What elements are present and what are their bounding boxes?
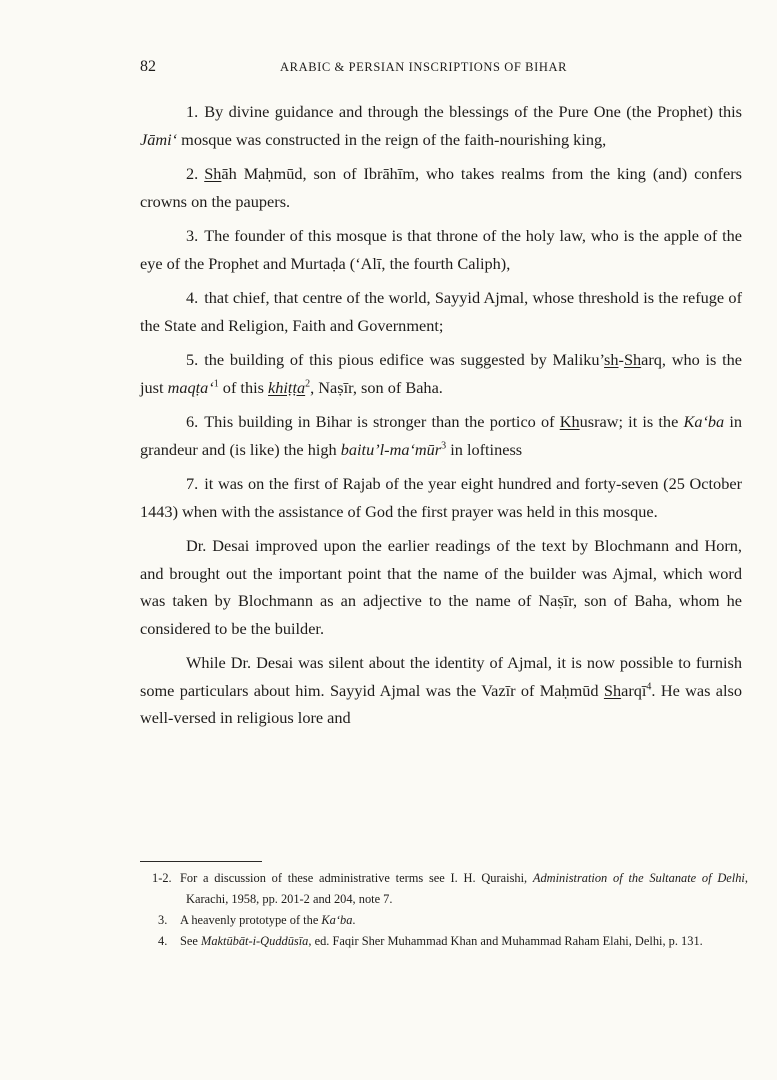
text-run: it was on the first of Rajab of the year eight hundred and forty-seven (25 October 1443) when with the assistance of God the first prayer was held in this mosque. bbox=[140, 474, 742, 521]
footnote-rule bbox=[140, 861, 262, 862]
text-run: , Naṣīr, son of Baha. bbox=[310, 377, 443, 397]
italic-term: Administration of the Sultanate of Delhi bbox=[532, 871, 745, 885]
footnote bbox=[140, 931, 748, 952]
footnote-number: 3. bbox=[158, 913, 168, 927]
text-run: the building of this pious edifice was suggested by Maliku’ bbox=[204, 350, 605, 369]
verse-number: 6. bbox=[186, 412, 199, 431]
translation-verse bbox=[140, 470, 742, 525]
underlined-letters: Sh bbox=[603, 680, 622, 700]
italic-term: Maktūbāt-i-Quddūsīa bbox=[201, 934, 309, 948]
text-run: While Dr. Desai was silent about the identity of Ajmal, it is now possible to furnish some particulars about him. Sayyid Ajmal was the Vazīr of Maḥmūd bbox=[140, 653, 742, 700]
verse-number: 1. bbox=[186, 102, 199, 121]
translation-verse bbox=[140, 160, 742, 215]
italic-term: Ka‘ba bbox=[321, 913, 353, 927]
underlined-letters: Sh bbox=[623, 350, 642, 369]
text-run: , ed. Faqir Sher Muhammad Khan and Muhammad Raham Elahi, Delhi, p. 131. bbox=[308, 934, 703, 948]
verse-number: 2. bbox=[186, 164, 199, 183]
body-text bbox=[140, 98, 742, 739]
verse-number: 3. bbox=[186, 226, 199, 245]
text-run: See bbox=[180, 934, 201, 948]
commentary bbox=[140, 532, 742, 732]
text-run: in grandeur and (is like) the high bbox=[140, 412, 742, 459]
text-run: mosque was constructed in the reign of the faith-nourishing king, bbox=[177, 129, 607, 149]
text-run: - bbox=[618, 350, 624, 369]
footnote-number: 4. bbox=[158, 934, 168, 948]
text-run: . bbox=[352, 913, 356, 927]
text-run: that chief, that centre of the world, Sayyid Ajmal, whose threshold is the refuge of the State and Religion, Faith and Government; bbox=[140, 288, 742, 335]
inscription-translation bbox=[140, 98, 742, 525]
text-run: in loftiness bbox=[446, 439, 523, 459]
footnotes bbox=[140, 868, 748, 952]
text-run: . He was also well-versed in religious lore and bbox=[140, 680, 743, 727]
underlined-letters: Kh bbox=[559, 412, 580, 431]
translation-verse bbox=[140, 284, 742, 339]
text-run: Dr. Desai improved upon the earlier readings of the text by Blochmann and Horn, and brought out the important point that the name of the builder was Ajmal, which word was taken by Blochmann as an adjective to the name of Naṣīr, son of Baha, whom he considered to be the builder. bbox=[140, 536, 742, 638]
text-run: arqī bbox=[621, 680, 647, 700]
text-run: āh Maḥmūd, son of Ibrāhīm, who takes realms from the king (and) confers crowns on the paupers. bbox=[140, 164, 742, 211]
italic-term: Jāmi‘ bbox=[140, 129, 178, 149]
footnote-ref: 3 bbox=[441, 440, 447, 452]
text-run: For a discussion of these administrative terms see I. H. Quraishi, bbox=[180, 871, 533, 885]
text-run: This building in Bihar is stronger than the portico of bbox=[204, 412, 560, 431]
underlined-letters: sh bbox=[604, 350, 619, 369]
verse-number: 4. bbox=[186, 288, 199, 307]
footnote bbox=[140, 868, 748, 910]
translation-verse bbox=[140, 222, 742, 277]
body-paragraph bbox=[140, 649, 742, 732]
text-run: of this bbox=[218, 377, 269, 397]
page-header bbox=[140, 58, 745, 80]
translation-verse bbox=[140, 98, 742, 153]
footnote-ref: 2 bbox=[305, 378, 311, 390]
text-run: usraw; it is the bbox=[579, 412, 684, 431]
italic-term: maqṭa‘ bbox=[167, 377, 214, 397]
footnote bbox=[140, 910, 748, 931]
footnote-ref: 4 bbox=[646, 681, 652, 693]
text-run: The founder of this mosque is that throne of the holy law, who is the apple of the eye of the Prophet and Murtaḍa (‘Alī, the fourth Caliph), bbox=[140, 226, 742, 273]
text-run: , Karachi, 1958, pp. 201-2 and 204, note 7. bbox=[186, 871, 748, 906]
text-run: arq, who is the just bbox=[140, 350, 742, 397]
translation-verse bbox=[140, 408, 742, 463]
translation-verse bbox=[140, 346, 742, 401]
text-run: A heavenly prototype of the bbox=[180, 913, 322, 927]
page-number: 82 bbox=[140, 58, 156, 75]
footnote-ref: 1 bbox=[213, 378, 219, 390]
verse-number: 5. bbox=[186, 350, 199, 369]
running-title: ARABIC & PERSIAN INSCRIPTIONS OF BIHAR bbox=[280, 60, 568, 74]
footnote-number: 1-2. bbox=[152, 871, 172, 885]
verse-number: 7. bbox=[186, 474, 199, 493]
underlined-letters: Sh bbox=[204, 164, 222, 183]
text-run: By divine guidance and through the blessings of the Pure One (the Prophet) this bbox=[204, 102, 742, 121]
italic-term: Ka‘ba bbox=[683, 412, 725, 431]
italic-term: khiṭṭa bbox=[268, 377, 306, 397]
italic-term: baitu’l-ma‘mūr bbox=[340, 439, 442, 459]
body-paragraph bbox=[140, 532, 742, 642]
